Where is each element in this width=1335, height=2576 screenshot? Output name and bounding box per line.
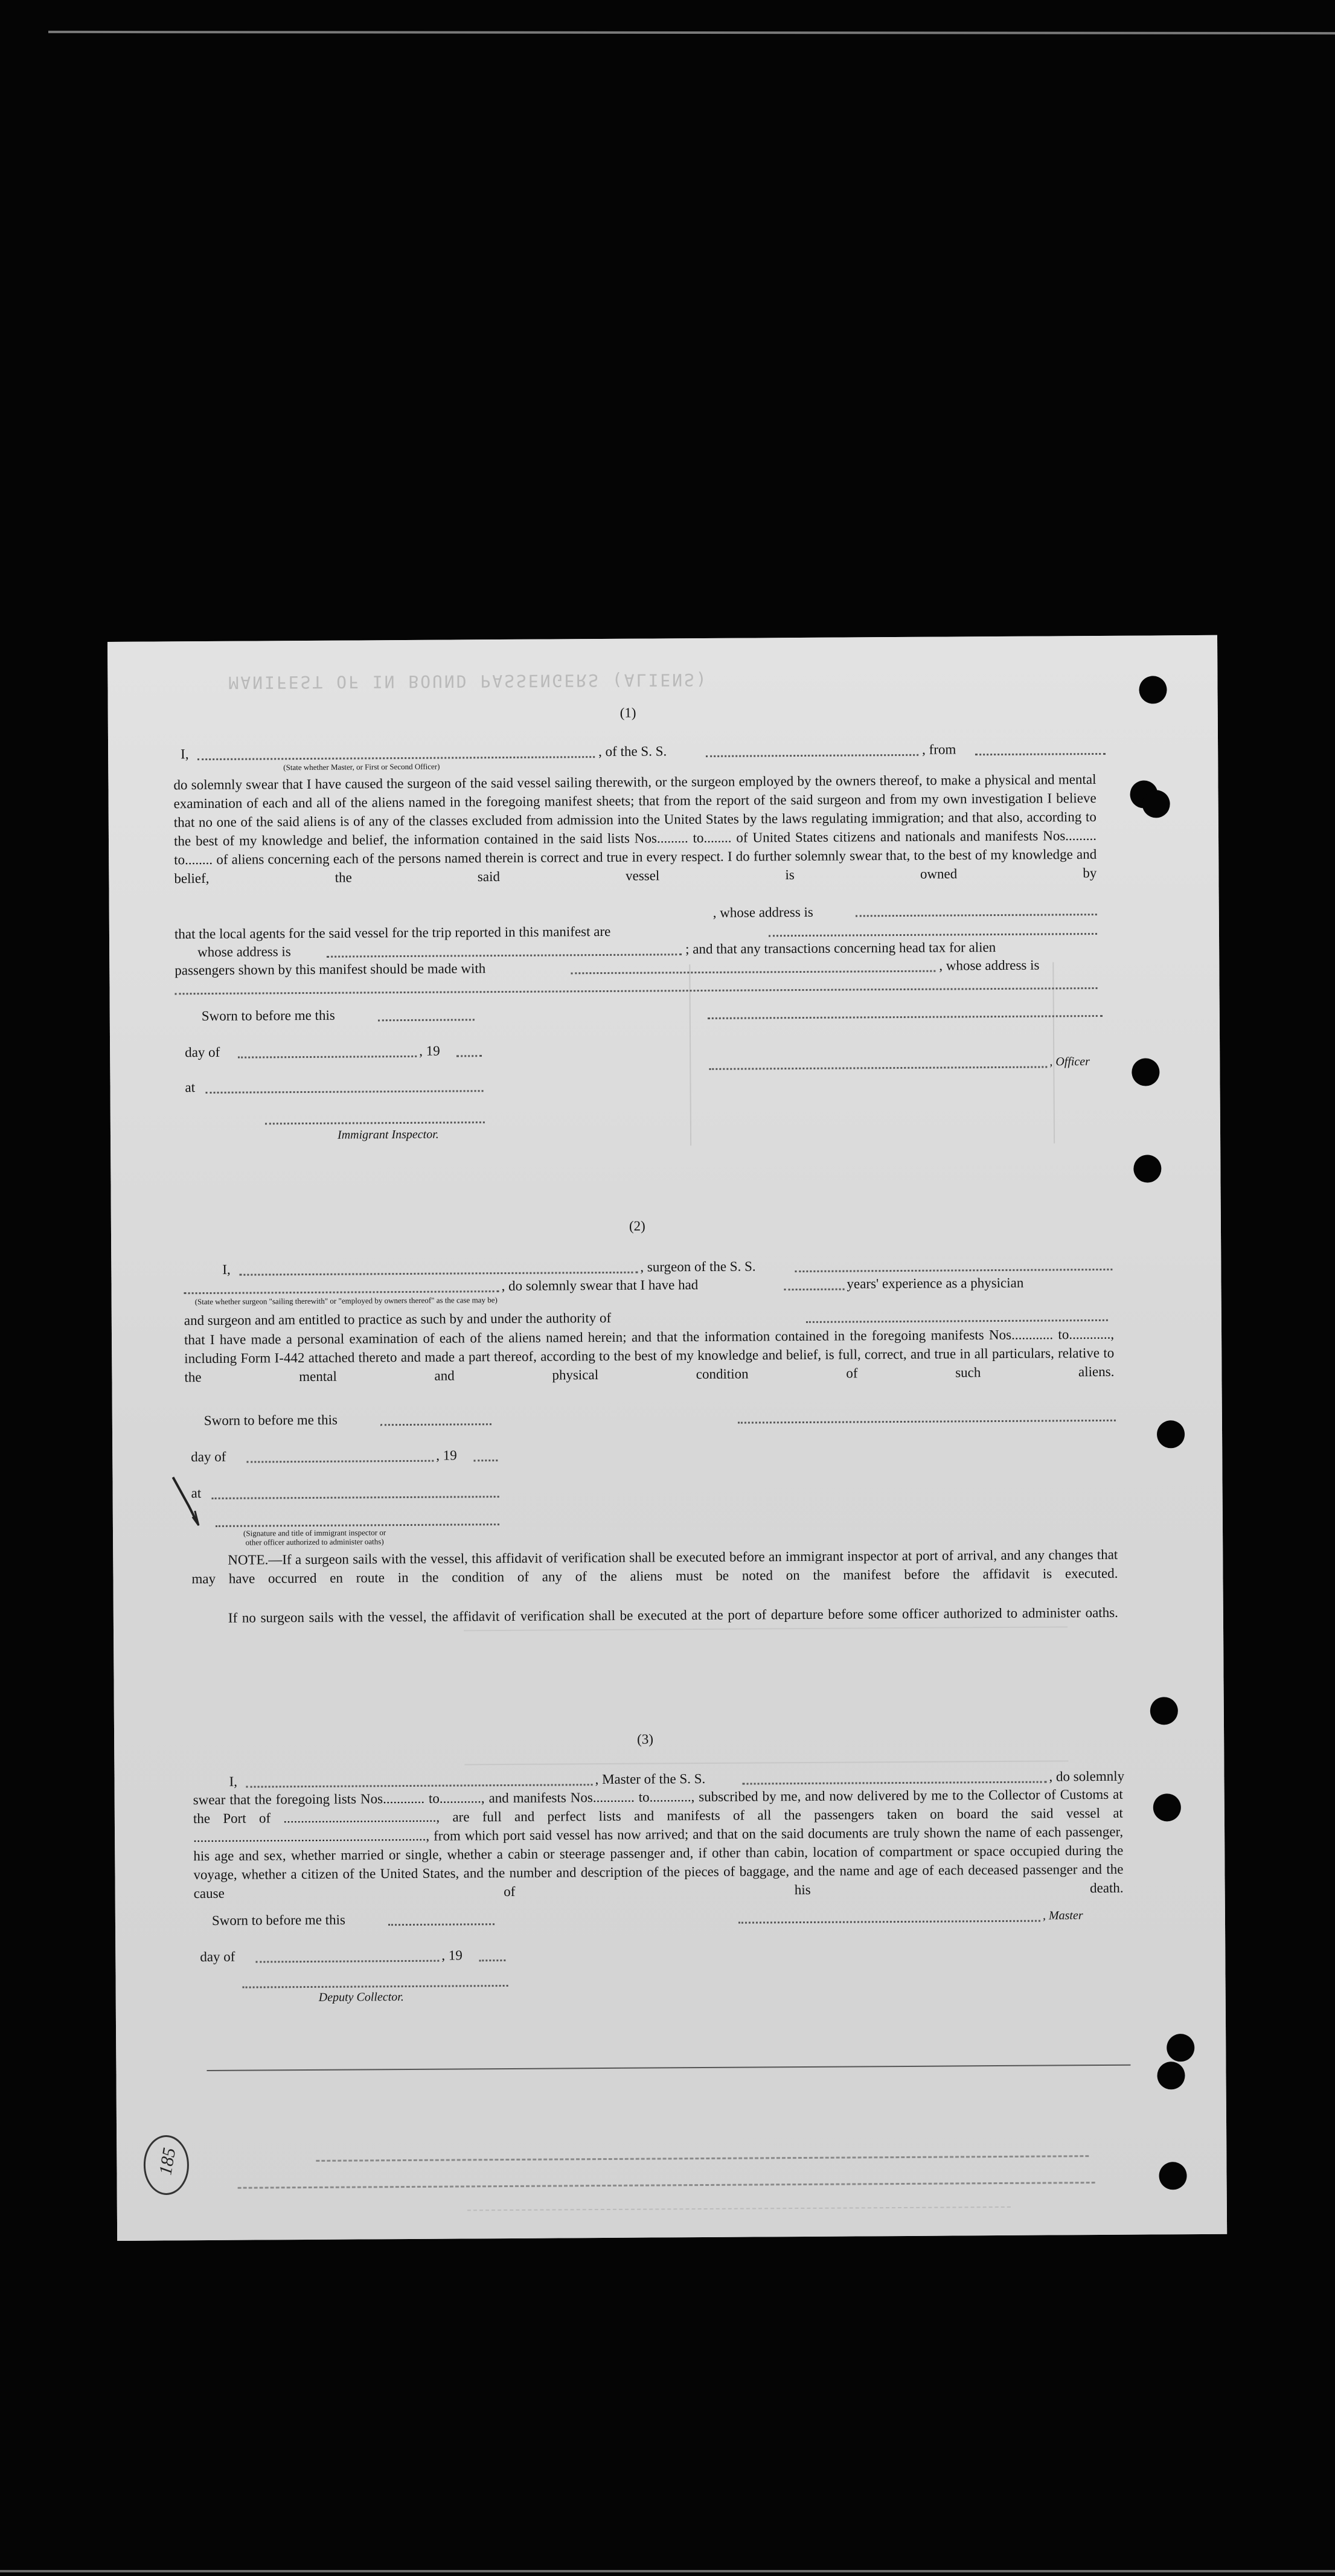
section-1-agents: that the local agents for the said vessel for the trip reported in this manifest are	[174, 923, 611, 942]
section-1-whose-address: , whose address is	[939, 957, 1040, 973]
fill-line	[184, 1290, 499, 1294]
punch-hole	[1133, 1155, 1161, 1182]
punch-hole	[1167, 2034, 1194, 2062]
section-2-years: years' experience as a physician	[847, 1275, 1024, 1292]
punch-hole	[1157, 2062, 1185, 2089]
section-1-day-of: day of	[185, 1044, 220, 1060]
section-3-day-of: day of	[200, 1949, 235, 1965]
section-2-year: , 19	[436, 1447, 457, 1463]
section-2-sworn: Sworn to before me this	[203, 1412, 338, 1429]
section-3-master: , Master	[1042, 1909, 1083, 1923]
fill-line	[388, 1923, 495, 1926]
punch-hole	[1139, 676, 1167, 703]
collector-signature-line	[243, 1985, 508, 1988]
fill-line	[743, 1781, 1047, 1785]
bleed-through-table	[464, 1626, 1068, 1765]
section-2-note-para-2: If no surgeon sails with the vessel, the affidavit of verification shall be executed at the port of departure before some officer authorized to administer oaths.	[228, 1604, 1118, 1626]
section-3-i: I,	[229, 1773, 238, 1789]
section-1-owned-tail: , whose address is	[712, 904, 813, 920]
fill-line	[975, 753, 1106, 755]
section-3-collector-label: Deputy Collector.	[318, 1990, 404, 2004]
section-1-passengers: passengers shown by this manifest should be made with	[174, 961, 486, 978]
fill-line	[246, 1784, 593, 1788]
fill-line	[239, 1272, 638, 1276]
fill-line	[246, 1460, 434, 1463]
section-2-solemnly: , do solemnly swear that I have had	[501, 1277, 699, 1294]
section-1-of-ss: , of the S. S.	[598, 743, 667, 760]
section-2-day-of: day of	[191, 1449, 226, 1465]
signature-line	[216, 1523, 499, 1527]
section-2-body: that I have made a personal examination of each of the aliens named herein; and that the information contained in the foregoing manifests Nos............ to............, including Form I-442 attached thereto and made a part thereof, according to the best of my knowledge and belief, is full, correct, and true in all particulars, relative to the mental and physical condition of such aliens.	[184, 1326, 1115, 1385]
handwritten-margin-note	[141, 2132, 192, 2199]
punch-hole	[1142, 790, 1170, 818]
fill-line	[795, 1269, 1112, 1272]
fill-line	[479, 1959, 505, 1961]
section-2-i: I,	[222, 1261, 231, 1277]
section-2-number: (2)	[629, 1218, 645, 1234]
pen-mark-icon	[170, 1475, 207, 1529]
section-1-year: , 19	[419, 1043, 440, 1059]
section-1-address: whose address is	[197, 944, 291, 960]
fill-line	[473, 1459, 498, 1461]
section-1-inspector-label: Immigrant Inspector.	[337, 1127, 439, 1142]
section-2-note-para: NOTE.—If a surgeon sails with the vessel, this affidavit of verification shall be executed before an immigrant inspector at port of arrival, and any changes that may have occurred en route in the condition of any of the aliens must be noted on the manifest before the affidavit is executed.	[191, 1546, 1118, 1587]
fill-line	[706, 754, 918, 757]
fill-line	[238, 1056, 417, 1059]
section-3-year: , 19	[441, 1947, 463, 1963]
section-2-surgeon-of: , surgeon of the S. S.	[640, 1258, 756, 1275]
section-2-signature-note: (Signature and title of immigrant inspector or other officer authorized to administer oaths)	[243, 1528, 386, 1547]
punch-hole	[1153, 1793, 1181, 1821]
section-1-officer: , Officer	[1049, 1055, 1090, 1069]
fill-line	[197, 756, 595, 760]
margin-note-text: 185	[155, 2146, 180, 2177]
film-bottom-edge	[0, 2570, 1335, 2572]
section-3-sworn: Sworn to before me this	[211, 1912, 346, 1928]
section-1-note: (State whether Master, or First or Second Officer)	[283, 761, 440, 772]
dashed-line	[316, 2155, 1089, 2162]
punch-hole	[1132, 1058, 1159, 1086]
manifest-sheet	[107, 635, 1227, 2241]
fill-line	[255, 1960, 439, 1963]
section-1-sworn: Sworn to before me this	[201, 1007, 335, 1024]
fill-line	[378, 1019, 475, 1021]
fill-line	[738, 1420, 1116, 1424]
punch-hole	[1157, 1420, 1185, 1448]
section-1-i: I,	[181, 746, 189, 762]
section-3-number: (3)	[637, 1731, 654, 1747]
fill-line	[212, 1496, 499, 1499]
section-2-at: at	[191, 1485, 202, 1501]
section-1-at: at	[185, 1080, 196, 1095]
fill-line	[784, 1289, 845, 1291]
film-top-edge	[48, 31, 1335, 34]
section-1-head-tax: ; and that any transactions concerning head tax for alien	[685, 940, 996, 957]
inspector-signature-line	[265, 1121, 485, 1124]
fill-line	[806, 1319, 1108, 1323]
section-2-note: (State whether surgeon "sailing therewith" or "employed by owners thereof" as the case may be)	[194, 1295, 498, 1307]
fill-line	[856, 914, 1097, 917]
divider-line	[206, 2065, 1130, 2071]
section-2-body-start: and surgeon and am entitled to practice as such by and under the authority of	[184, 1310, 612, 1328]
punch-hole	[1159, 2162, 1186, 2190]
master-signature-line	[738, 1920, 1040, 1924]
punch-hole	[1150, 1697, 1178, 1725]
section-3-master-of: , Master of the S. S.	[595, 1770, 706, 1787]
bleed-through-title: MANIFEST OF IN BOUND PASSENGERS (ALIENS)	[228, 669, 708, 693]
fill-line	[456, 1055, 482, 1057]
section-3-solemnly: , do solemnly	[1049, 1768, 1125, 1784]
dashed-line	[238, 2182, 1095, 2189]
fill-line	[380, 1423, 491, 1426]
fill-line	[206, 1090, 484, 1094]
section-3-body: swear that the foregoing lists Nos............ to............, and manifests Nos............ to............, subscribed by me, and now delivered by me to the Collector of Customs at the Port of ............................................, are full and perfect lists and manifests of all the passengers taken on board the said vessel at ..................................................................., from which port said vessel has now arrived; and that on the said documents are truly shown the name of each passenger, his age and sex, whether married or single, whether a cabin or steerage passenger and, if other than cabin, location of compartment or space occupied during the voyage, whether a citizen of the United States, and the number and description of the pieces of baggage, and the name and age of each deceased passenger and the cause of his death.	[193, 1786, 1124, 1902]
section-1-number: (1)	[619, 705, 636, 720]
section-1-from: , from	[922, 742, 956, 757]
section-1-body: do solemnly swear that I have caused the surgeon of the said vessel sailing therewith, or the surgeon employed by the owners thereof, to make a physical and mental examination of each and all of the aliens named in the foregoing manifest sheets; that from the report of the said surgeon and from my own investigation I believe that no one of the said aliens is of any of the classes excluded from admission into the United States by the laws regulating immigration; and that also, according to the best of my knowledge and belief, the information contained in the said lists Nos......... to........ of United States citizens and nationals and manifests Nos......... to........ of aliens concerning each of the persons named therein is correct and true in every respect. I do further solemnly swear that, to the best of my knowledge and belief, the said vessel is owned by	[173, 772, 1097, 886]
fill-line	[327, 953, 682, 958]
fill-line	[769, 933, 1097, 937]
bleed-through-table	[467, 2206, 1011, 2247]
